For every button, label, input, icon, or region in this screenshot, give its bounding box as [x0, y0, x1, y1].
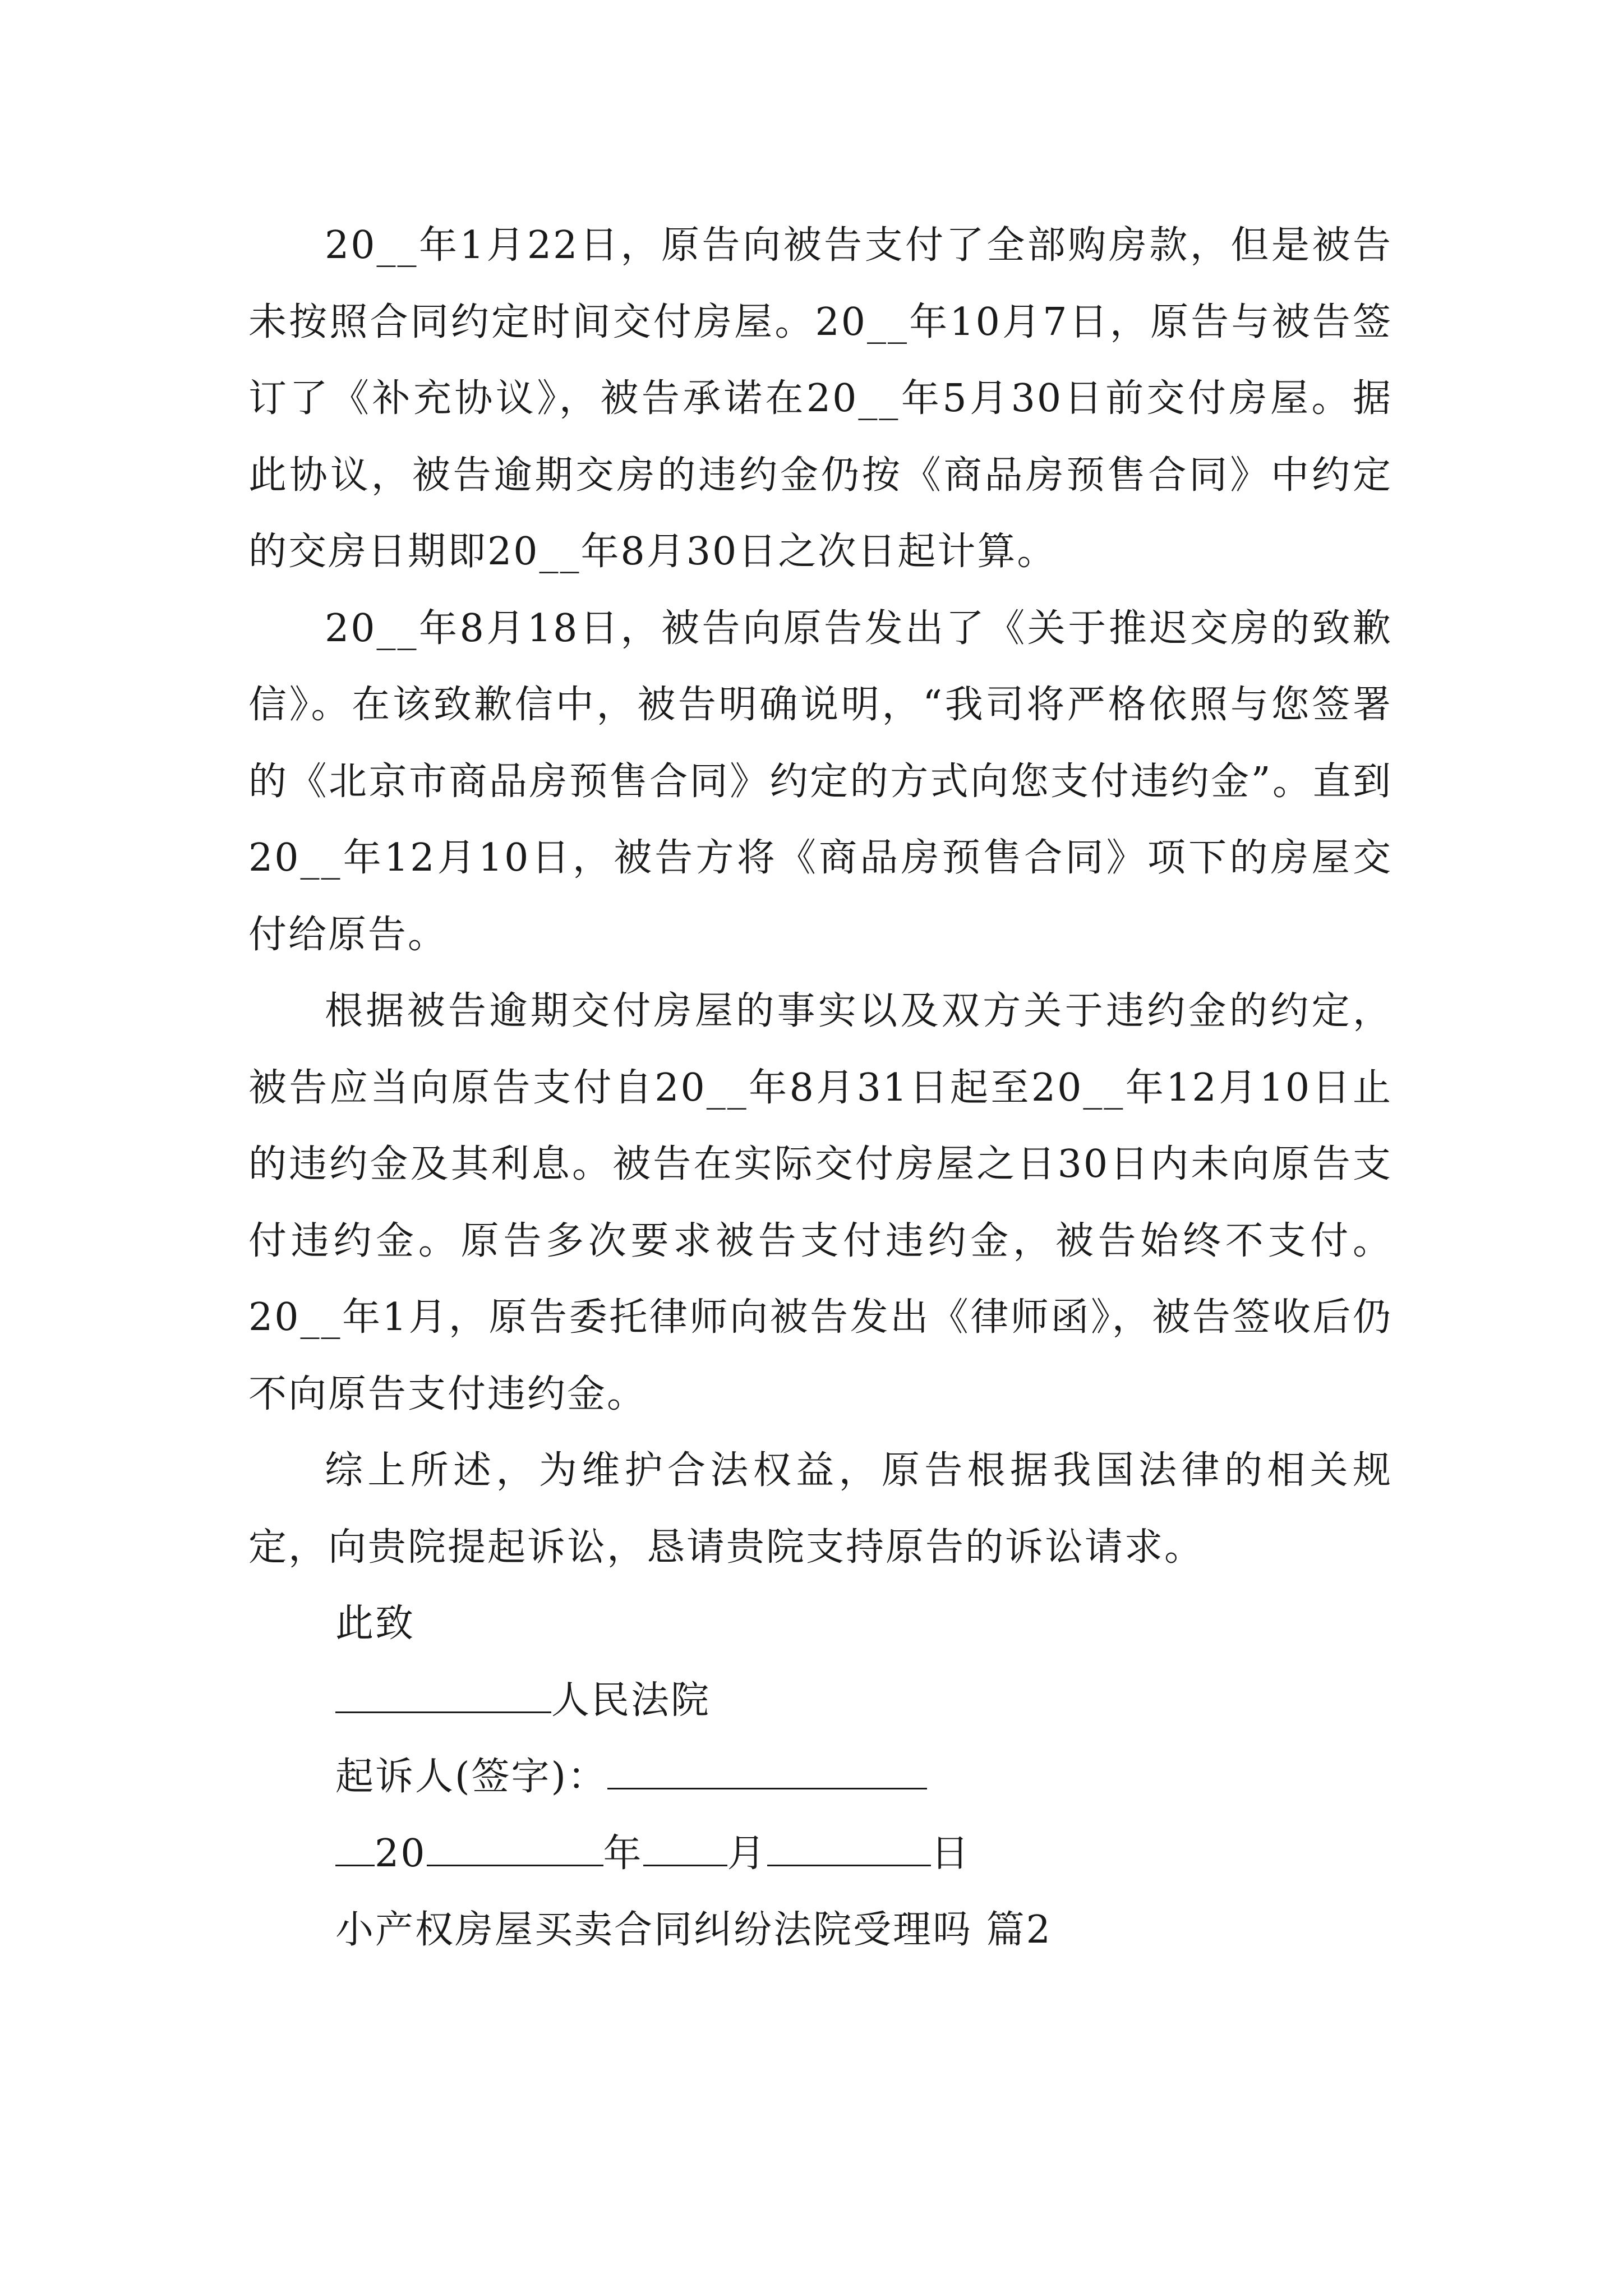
paragraph-apology-letter: 20__年8月18日，被告向原告发出了《关于推迟交房的致歉信》。在该致歉信中，被告明确说明，“我司将严格依照与您签署的《北京市商品房预售合同》约定的方式向您支付违约金”。直到20__年12月10日，被告方将《商品房预售合同》项下的房屋交付给原告。: [248, 606, 1393, 957]
date-line: [248, 1816, 1393, 1893]
signature-label: 起诉人(签字)：: [335, 1755, 608, 1799]
signature-line: [248, 1739, 1393, 1816]
court-name-blank: [335, 1679, 551, 1713]
date-month-char: 月: [727, 1831, 767, 1876]
date-day-blank: [767, 1832, 931, 1866]
signature-blank: [607, 1755, 927, 1789]
salutation-line: [248, 1586, 1393, 1663]
date-year-prefix: 20: [375, 1831, 427, 1876]
date-day-char: 日: [930, 1831, 971, 1876]
paragraph-conclusion: 综上所述，为维护合法权益，原告根据我国法律的相关规定，向贵院提起诉讼，恳请贵院支持原告的诉讼请求。: [248, 1448, 1393, 1570]
salutation-text: 此致: [335, 1602, 416, 1646]
next-heading-text: 小产权房屋买卖合同纠纷法院受理吗 篇2: [335, 1908, 1052, 1952]
paragraph-payment: 20__年1月22日，原告向被告支付了全部购房款，但是被告未按照合同约定时间交付房屋。20__年10月7日，原告与被告签订了《补充协议》，被告承诺在20__年5月30日前交付房屋。据此协议，被告逾期交房的违约金仍按《商品房预售合同》中约定的交房日期即20__年8月30日之次日起计算。: [248, 223, 1393, 574]
next-section-heading: [248, 1892, 1393, 1969]
court-line: [248, 1663, 1393, 1740]
date-year-blank: [427, 1832, 603, 1866]
document-body: [248, 208, 1393, 1969]
paragraph-penalty: 根据被告逾期交付房屋的事实以及双方关于违约金的约定，被告应当向原告支付自20__年8月31日起至20__年12月10日止的违约金及其利息。被告在实际交付房屋之日30日内未向原告支付违约金。原告多次要求被告支付违约金，被告始终不支付。20__年1月，原告委托律师向被告发出《律师函》，被告签收后仍不向原告支付违约金。: [248, 989, 1393, 1416]
court-suffix: 人民法院: [551, 1678, 711, 1723]
date-year-char: 年: [603, 1831, 643, 1876]
date-prefix-blank: [335, 1832, 375, 1866]
date-month-blank: [643, 1832, 727, 1866]
